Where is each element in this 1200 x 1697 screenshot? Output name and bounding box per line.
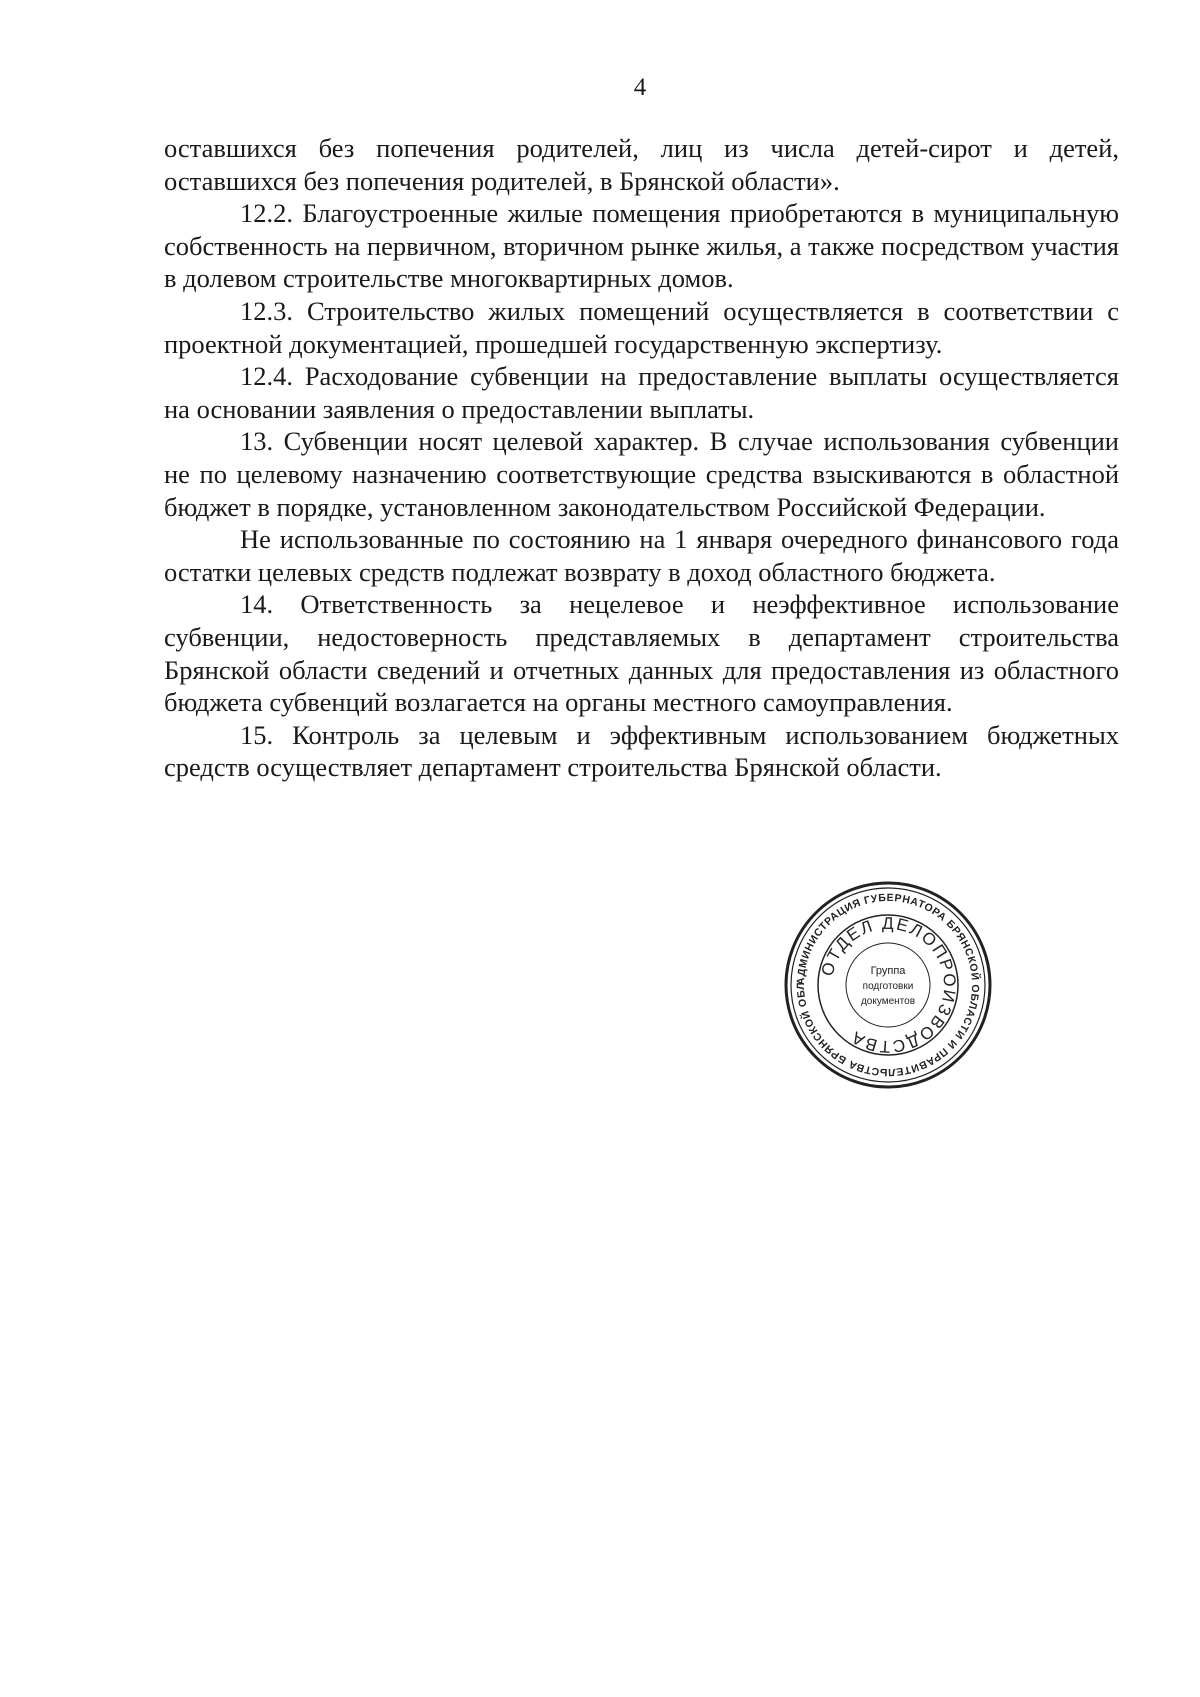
- paragraph-13-unused-funds: Не использованные по состоянию на 1 января очередного финансового года остатки целевых средств подлежат возврату в доход областного бюджета.: [164, 524, 1119, 587]
- stamp-inner-text: ОТДЕЛ ДЕЛОПРОИЗВОДСТВА: [817, 913, 960, 1057]
- office-seal-stamp: [783, 880, 993, 1090]
- paragraph-15: 15. Контроль за целевым и эффективным использованием бюджетных средств осуществляет департамент строительства Брянской области.: [164, 719, 1119, 783]
- stamp-center-line-2: подготовки: [862, 981, 914, 992]
- document-body: [164, 132, 1119, 784]
- paragraph-13: 13. Субвенции носят целевой характер. В случае использования субвенции не по целевому назначению соответствующие средства взыскиваются в областной бюджет в порядке, установленном законодательством Российской Федерации.: [164, 426, 1119, 522]
- paragraph-12-3: 12.3. Строительство жилых помещений осуществляется в соответствии с проектной документацией, прошедшей государственную экспертизу.: [164, 295, 1119, 359]
- paragraph-14: 14. Ответственность за нецелевое и неэффективное использование субвенции, недостоверность представляемых в департамент строительства Брянской области сведений и отчетных данных для предоставления из областного бюджета субвенций возлагается на органы местного самоуправления.: [164, 589, 1119, 718]
- page-number: 4: [633, 74, 647, 101]
- paragraph-12-4: 12.4. Расходование субвенции на предоставление выплаты осуществляется на основании заявления о предоставлении выплаты.: [164, 361, 1119, 424]
- paragraph-continuation: оставшихся без попечения родителей, лиц из числа детей-сирот и детей, оставшихся без попечения родителей, в Брянской области».: [164, 133, 1119, 196]
- stamp-outer-text: АДМИНИСТРАЦИЯ ГУБЕРНАТОРА БРЯНСКОЙ ОБЛАСТИ И ПРАВИТЕЛЬСТВА БРЯНСКОЙ ОБЛ: [794, 891, 982, 1079]
- stamp-center-line-1: Группа: [870, 965, 906, 977]
- paragraph-12-2: 12.2. Благоустроенные жилые помещения приобретаются в муниципальную собственность на первичном, вторичном рынке жилья, а также посредством участия в долевом строительстве многоквартирных домов.: [164, 198, 1119, 294]
- stamp-center-line-3: документов: [860, 996, 916, 1007]
